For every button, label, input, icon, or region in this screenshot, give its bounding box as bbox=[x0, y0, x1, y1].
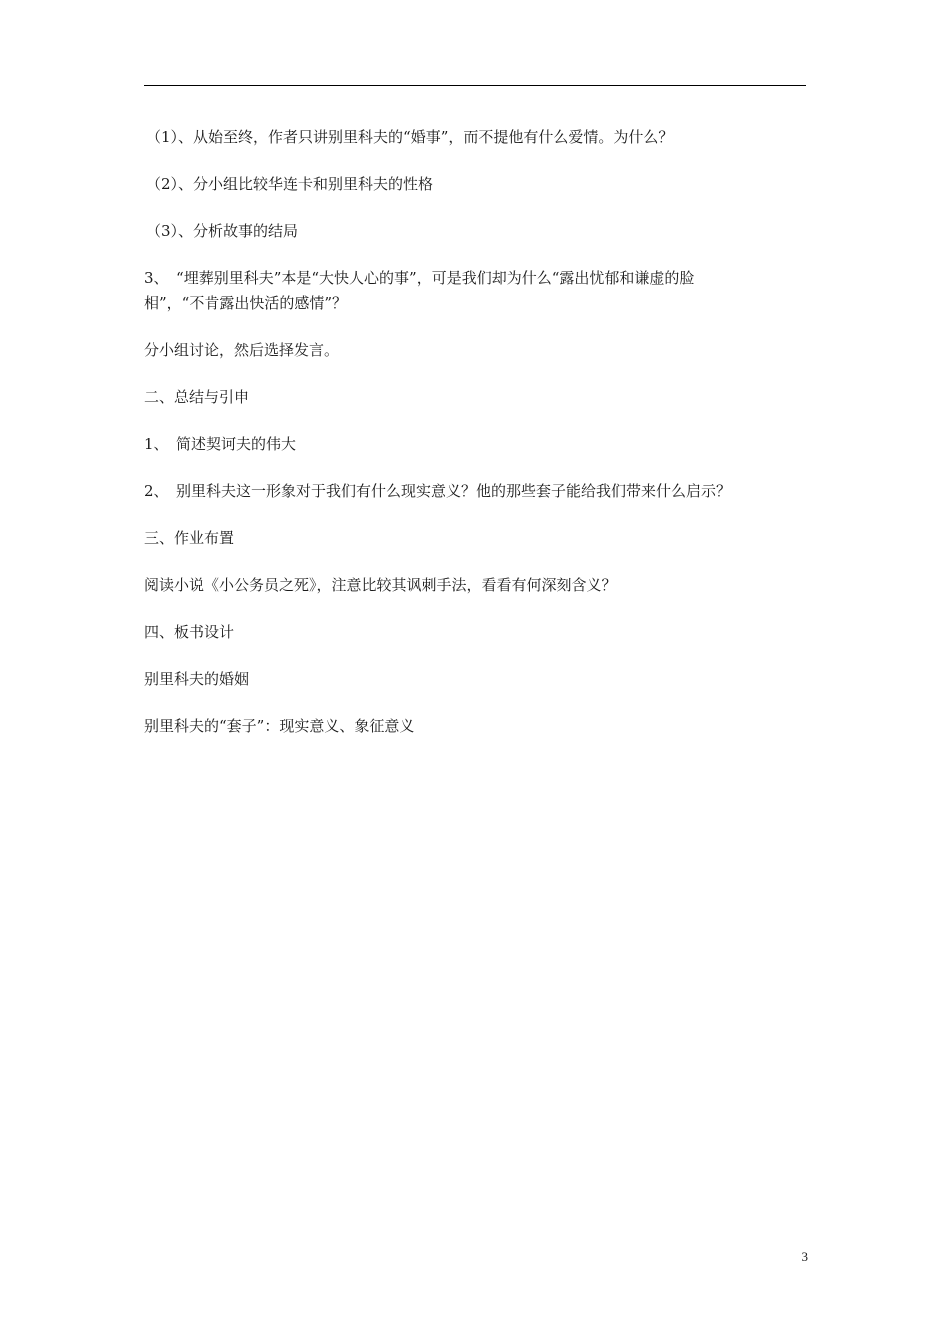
page-number: 3 bbox=[801, 1249, 808, 1264]
question-1-text: （1）、从始至终，作者只讲别里科夫的“婚事”，而不提他有什么爱情。为什么？ bbox=[146, 128, 674, 146]
section-heading-homework: 三、作业布置 bbox=[144, 529, 235, 547]
item-3-text-line-1: 3、 “埋葬别里科夫”本是“大快人心的事”，可是我们却为什么“露出忧郁和谦虚的脸 bbox=[144, 269, 695, 287]
header-rule bbox=[144, 85, 806, 86]
section-heading-board-design: 四、板书设计 bbox=[144, 623, 235, 641]
board-item-marriage: 别里科夫的婚姻 bbox=[144, 670, 250, 688]
question-3-text: （3）、分析故事的结局 bbox=[146, 222, 299, 240]
summary-item-2: 2、 别里科夫这一形象对于我们有什么现实意义？他的那些套子能给我们带来什么启示？ bbox=[144, 482, 732, 500]
summary-item-1: 1、 简述契诃夫的伟大 bbox=[144, 435, 297, 453]
question-2-text: （2）、分小组比较华连卡和别里科夫的性格 bbox=[146, 175, 434, 193]
discussion-instruction: 分小组讨论，然后选择发言。 bbox=[144, 341, 340, 359]
board-item-shell: 别里科夫的“套子”：现实意义、象征意义 bbox=[144, 717, 415, 735]
homework-text: 阅读小说《小公务员之死》，注意比较其讽刺手法，看看有何深刻含义？ bbox=[144, 576, 617, 594]
item-3-text-line-2: 相”，“不肯露出快活的感情”？ bbox=[144, 294, 348, 312]
section-heading-summary: 二、总结与引申 bbox=[144, 388, 250, 406]
